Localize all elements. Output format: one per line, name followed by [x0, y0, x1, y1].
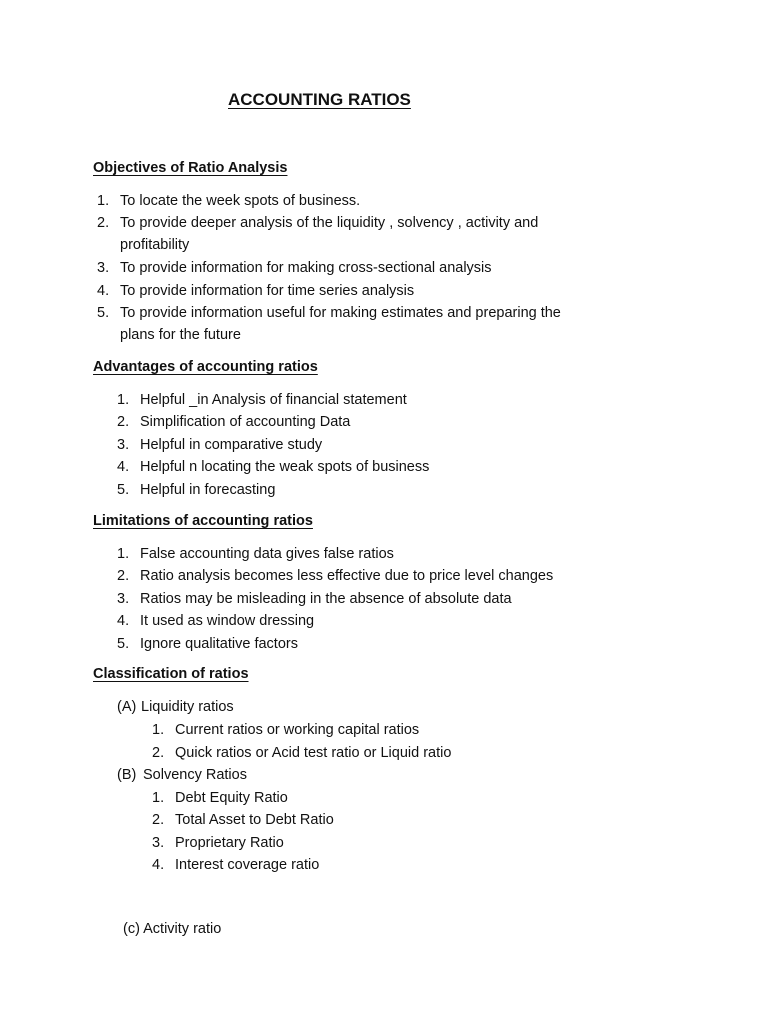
list-item — [117, 610, 314, 632]
list-item — [97, 302, 561, 324]
group-name: Liquidity ratios — [141, 699, 234, 715]
list-item — [117, 479, 275, 501]
list-text: It used as window dressing — [140, 613, 315, 629]
list-text: To locate the week spots of business. — [120, 193, 361, 209]
list-text: Ratios may be misleading in the absence of absolute data — [140, 591, 512, 607]
list-text: To provide information for making cross-sectional analysis — [120, 260, 492, 276]
list-item — [117, 411, 350, 433]
list-text: Helpful in comparative study — [140, 437, 323, 453]
group-name: Solvency Ratios — [143, 767, 247, 783]
list-number: 3. — [97, 260, 110, 276]
list-item — [117, 434, 322, 456]
list-text: To provide deeper analysis of the liquidity , solvency , activity and — [120, 215, 539, 231]
list-text: Quick ratios or Acid test ratio or Liquid ratio — [175, 745, 452, 761]
list-text: Total Asset to Debt Ratio — [175, 812, 334, 828]
list-item — [117, 633, 298, 655]
list-number: 5. — [117, 636, 130, 652]
list-item — [97, 257, 492, 279]
list-number: 1. — [97, 193, 110, 209]
list-item — [97, 280, 414, 302]
list-item — [117, 588, 512, 610]
list-item — [152, 809, 334, 831]
group-marker: (B) — [117, 767, 137, 783]
list-item — [117, 456, 429, 478]
objectives-heading: Objectives of Ratio Analysis — [93, 160, 288, 176]
list-number: 1. — [117, 392, 130, 408]
group-marker: (A) — [117, 699, 137, 715]
list-text: Proprietary Ratio — [175, 835, 284, 851]
list-number: 2. — [152, 745, 165, 761]
list-item — [152, 742, 451, 764]
list-item — [117, 543, 394, 565]
list-text: False accounting data gives false ratios — [140, 546, 394, 562]
list-text: Helpful in forecasting — [140, 482, 276, 498]
activity-ratio-label: (c) Activity ratio — [123, 921, 222, 937]
list-item — [152, 854, 319, 876]
list-text: Ignore qualitative factors — [140, 636, 298, 652]
list-text: Interest coverage ratio — [175, 857, 320, 873]
list-text: Ratio analysis becomes less effective due to price level changes — [140, 568, 554, 584]
list-text: To provide information for time series analysis — [120, 283, 415, 299]
list-number: 4. — [97, 283, 110, 299]
list-number: 2. — [152, 812, 165, 828]
document-title: ACCOUNTING RATIOS — [228, 90, 411, 109]
list-number: 2. — [117, 568, 130, 584]
list-text: Debt Equity Ratio — [175, 790, 288, 806]
list-item — [152, 832, 284, 854]
list-item — [117, 389, 407, 411]
list-text: Simplification of accounting Data — [140, 414, 351, 430]
list-item — [97, 212, 538, 234]
list-number: 3. — [152, 835, 165, 851]
list-number: 4. — [117, 459, 130, 475]
list-text-continuation: profitability — [120, 237, 190, 253]
list-number: 4. — [117, 613, 130, 629]
list-number: 5. — [97, 305, 110, 321]
list-text: Current ratios or working capital ratios — [175, 722, 420, 738]
group-label — [117, 696, 234, 718]
list-item — [97, 190, 360, 212]
list-item — [152, 787, 288, 809]
list-text-continuation: plans for the future — [120, 327, 241, 343]
classification-heading: Classification of ratios — [93, 666, 249, 682]
list-item — [117, 565, 553, 587]
group-label — [117, 764, 247, 786]
list-number: 1. — [117, 546, 130, 562]
list-number: 1. — [152, 790, 165, 806]
list-number: 2. — [97, 215, 110, 231]
list-number: 3. — [117, 591, 130, 607]
list-number: 3. — [117, 437, 130, 453]
list-number: 5. — [117, 482, 130, 498]
advantages-heading: Advantages of accounting ratios — [93, 359, 318, 375]
list-text: Helpful _in Analysis of financial statement — [140, 392, 407, 408]
list-text: Helpful n locating the weak spots of business — [140, 459, 430, 475]
list-text: To provide information useful for making estimates and preparing the — [120, 305, 561, 321]
list-number: 1. — [152, 722, 165, 738]
list-number: 4. — [152, 857, 165, 873]
limitations-heading: Limitations of accounting ratios — [93, 513, 313, 529]
list-number: 2. — [117, 414, 130, 430]
list-item — [152, 719, 419, 741]
